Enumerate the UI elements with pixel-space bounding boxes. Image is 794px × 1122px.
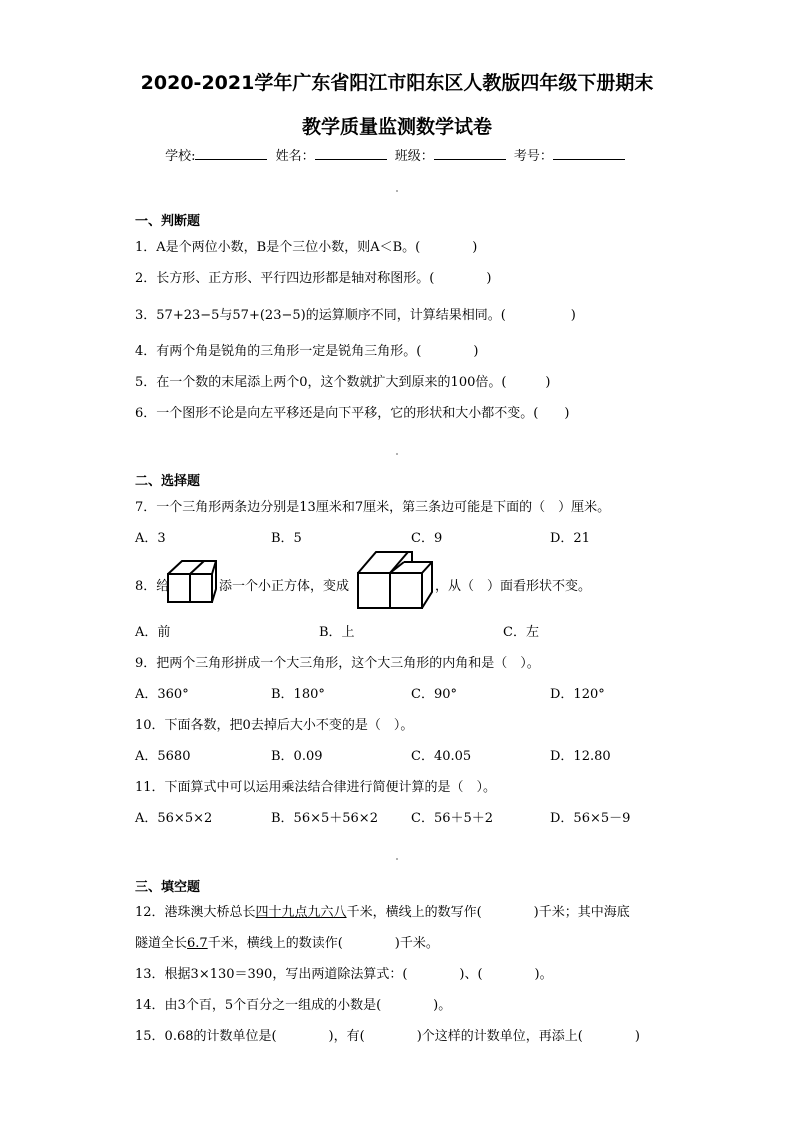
- q8-option-c[interactable]: C．左: [503, 625, 539, 640]
- cube-figure-large: [354, 548, 436, 612]
- q8-option-a[interactable]: A．前: [135, 625, 171, 640]
- exam-no-blank[interactable]: [553, 147, 625, 160]
- section-fill-heading: 三、填空题: [135, 880, 201, 895]
- q12-underlined-number-words: 四十九点九六八: [255, 905, 347, 920]
- q10-option-b[interactable]: B．0.09: [271, 749, 323, 764]
- q12-line2-prefix: 隧道全长: [135, 936, 188, 951]
- judge-question-4: 4．有两个角是锐角的三角形一定是锐角三角形。( ): [135, 344, 479, 359]
- fill-question-12-line1: [135, 901, 630, 920]
- divider-dot: [396, 453, 398, 455]
- student-info-line: [0, 145, 794, 164]
- choice-question-10: 10．下面各数，把0去掉后大小不变的是（ ）。: [135, 718, 414, 733]
- judge-question-2: 2．长方形、正方形、平行四边形都是轴对称图形。( ): [135, 271, 492, 286]
- q10-option-d[interactable]: D．12.80: [550, 749, 611, 764]
- q7-option-b[interactable]: B．5: [271, 531, 302, 546]
- school-label: 学校:: [165, 149, 196, 164]
- q7-option-c[interactable]: C．9: [411, 531, 443, 546]
- q10-option-a[interactable]: A．5680: [135, 749, 191, 764]
- choice-question-11: 11．下面算式中可以运用乘法结合律进行简便计算的是（ ）。: [135, 780, 497, 795]
- judge-question-3: 3．57+23−5与57+(23−5)的运算顺序不同，计算结果相同。( ): [135, 308, 576, 323]
- q7-option-a[interactable]: A．3: [135, 531, 166, 546]
- judge-question-5: 5．在一个数的末尾添上两个0，这个数就扩大到原来的100倍。( ): [135, 375, 551, 390]
- choice-question-7: 7．一个三角形两条边分别是13厘米和7厘米，第三条边可能是下面的（ ）厘米。: [135, 500, 611, 515]
- class-label: 班级：: [394, 149, 434, 164]
- q9-option-d[interactable]: D．120°: [550, 687, 605, 702]
- q12-line2-suffix: 千米，横线上的数读作( )千米。: [207, 936, 439, 951]
- school-blank[interactable]: [195, 147, 267, 160]
- divider-dot: [396, 190, 398, 192]
- exam-title-line2: 教学质量监测数学试卷: [301, 116, 492, 138]
- choice-question-9: 9．把两个三角形拼成一个大三角形，这个大三角形的内角和是（ ）。: [135, 656, 540, 671]
- class-blank[interactable]: [434, 147, 506, 160]
- q11-option-a[interactable]: A．56×5×2: [135, 811, 213, 826]
- exam-title-line1: 2020-2021学年广东省阳江市阳东区人教版四年级下册期末: [140, 72, 654, 94]
- fill-question-15: 15．0.68的计数单位是( )，有( )个这样的计数单位，再添上( ): [135, 1029, 640, 1044]
- q12-mid: 千米，横线上的数写作( )千米；其中海底: [346, 905, 630, 920]
- section-judge-heading: 一、判断题: [135, 214, 201, 229]
- judge-question-6: 6．一个图形不论是向左平移还是向下平移，它的形状和大小都不变。( ): [135, 406, 570, 421]
- fill-question-12-line2: [135, 932, 439, 951]
- section-choice-heading: 二、选择题: [135, 474, 201, 489]
- q10-option-c[interactable]: C．40.05: [411, 749, 472, 764]
- q7-option-d[interactable]: D．21: [550, 531, 590, 546]
- fill-question-14: 14．由3个百，5个百分之一组成的小数是( )。: [135, 998, 452, 1013]
- exam-no-label: 考号：: [513, 149, 553, 164]
- cube-figure-small: [162, 555, 220, 607]
- q9-option-c[interactable]: C．90°: [411, 687, 457, 702]
- name-label: 姓名：: [275, 149, 315, 164]
- q9-option-b[interactable]: B．180°: [271, 687, 325, 702]
- fill-question-13: 13．根据3×130＝390，写出两道除法算式：( )、( )。: [135, 967, 553, 982]
- q9-option-a[interactable]: A．360°: [135, 687, 189, 702]
- q8-text-part3: ，从（ ）面看形状不变。: [435, 579, 592, 594]
- q11-option-d[interactable]: D．56×5－9: [550, 811, 631, 826]
- name-blank[interactable]: [315, 147, 387, 160]
- divider-dot: [396, 858, 398, 860]
- q12-underlined-number: 6.7: [187, 936, 208, 951]
- q11-option-b[interactable]: B．56×5＋56×2: [271, 811, 378, 826]
- q8-text-part2: 添一个小正方体，变成: [219, 579, 350, 594]
- q12-prefix: 12．港珠澳大桥总长: [135, 905, 256, 920]
- judge-question-1: 1．A是个两位小数，B是个三位小数，则A＜B。( ): [135, 240, 478, 255]
- q8-option-b[interactable]: B．上: [319, 625, 355, 640]
- q11-option-c[interactable]: C．56＋5＋2: [411, 811, 494, 826]
- q8-text-part1: 8．给: [135, 579, 170, 594]
